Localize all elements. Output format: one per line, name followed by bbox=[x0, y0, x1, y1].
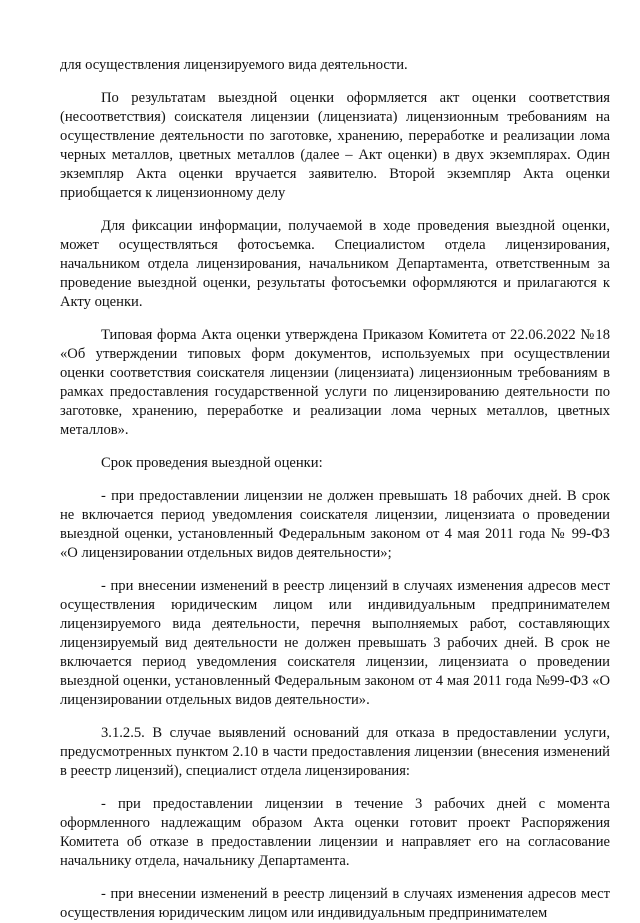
paragraph-photography: Для фиксации информации, получаемой в ходе проведения выездной оценки, может осуществляться фотосъемка. Специалистом отдела лицензирования, начальником отдела лицензирования, начальником Департамента, ответственным за проведение выездной оценки, результаты фотосъемки оформляются и прилагаются к Акту оценки. bbox=[60, 218, 610, 310]
paragraph-continuation: для осуществления лицензируемого вида деятельности. bbox=[60, 57, 408, 73]
paragraph-period-registry-change: - при внесении изменений в реестр лицензий в случаях изменения адресов мест осуществления юридическим лицом или индивидуальным предпринимателем лицензируемого вида деятельности, перечня выполняемых работ, составляющих лицензируемый вид деятельности не должен превышать 3 рабочих дней. В срок не включается период уведомления соискателя лицензии, лицензиата о проведении выездной оценки, установленный Федеральным законом от 4 мая 2011 года №99-ФЗ «О лицензировании отдельных видов деятельности». bbox=[60, 578, 610, 708]
paragraph-refusal-license-grant: - при предоставлении лицензии в течение 3 рабочих дней с момента оформленного надлежащим образом Акта оценки готовит проект Распоряжения Комитета об отказе в предоставлении лицензии и направляет его на согласование начальнику отдела, начальнику Департамента. bbox=[60, 796, 610, 869]
paragraph-refusal-registry-change: - при внесении изменений в реестр лицензий в случаях изменения адресов мест осуществления юридическим лицом или индивидуальным предпринимателем bbox=[60, 886, 610, 921]
paragraph-assessment-act: По результатам выездной оценки оформляется акт оценки соответствия (несоответствия) соискателя лицензии (лицензиата) лицензионным требованиям на осуществление деятельности по заготовке, хранению, переработке и реализации лома черных металлов, цветных металлов (далее – Акт оценки) в двух экземплярах. Один экземпляр Акта оценки вручается заявителю. Второй экземпляр Акта оценки приобщается к лицензионному делу bbox=[60, 90, 610, 201]
paragraph-period-license-grant: - при предоставлении лицензии не должен превышать 18 рабочих дней. В срок не включается период уведомления соискателя лицензии, лицензиата о проведении выездной оценки, установленный Федеральным законом от 4 мая 2011 года № 99-ФЗ «О лицензировании отдельных видов деятельности»; bbox=[60, 488, 610, 561]
document-page bbox=[60, 56, 610, 923]
paragraph-section-3-1-2-5: 3.1.2.5. В случае выявлений оснований для отказа в предоставлении услуги, предусмотренных пунктом 2.10 в части предоставления лицензии (внесения изменений в реестр лицензий), специалист отдела лицензирования: bbox=[60, 725, 610, 779]
paragraph-assessment-period-heading: Срок проведения выездной оценки: bbox=[101, 455, 323, 471]
paragraph-standard-form: Типовая форма Акта оценки утверждена Приказом Комитета от 22.06.2022 №18 «Об утверждении типовых форм документов, используемых при осуществлении оценки соответствия соискателя лицензии (лицензиата) лицензионным требованиям в рамках предоставления государственной услуги по лицензированию деятельности по заготовке, хранению, переработке и реализации лома черных металлов, цветных металлов». bbox=[60, 327, 610, 438]
